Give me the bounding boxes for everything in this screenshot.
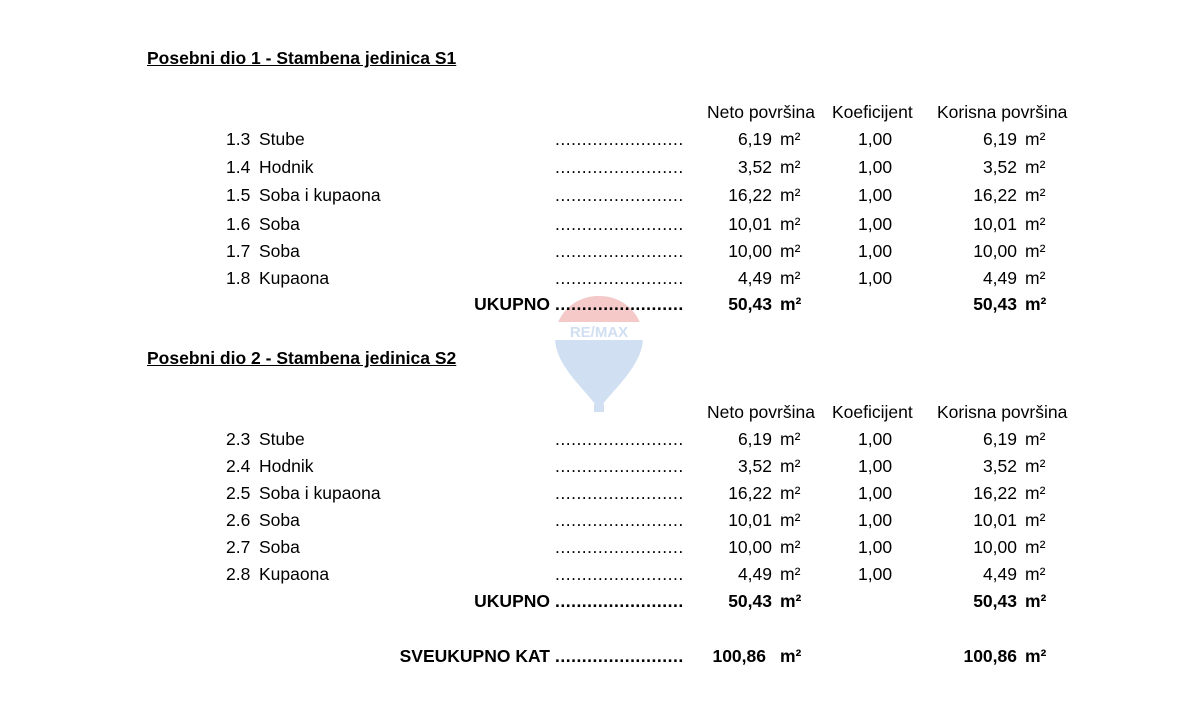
row-korisna: 10,00 <box>973 241 1017 261</box>
row-room-name: Kupaona <box>259 268 330 288</box>
unit-label: m² <box>780 510 801 530</box>
unit-label: m² <box>780 537 801 557</box>
row-number: 1.3 <box>226 129 251 149</box>
section2-title: Posebni dio 2 - Stambena jedinica S2 <box>147 348 457 368</box>
row-neto: 6,19 <box>737 429 772 449</box>
row-neto: 10,01 <box>728 214 772 234</box>
row-neto: 16,22 <box>728 483 772 503</box>
unit-label: m² <box>1025 591 1047 611</box>
row-dots: ........................ <box>555 483 684 503</box>
row-koeficijent: 1,00 <box>858 129 893 149</box>
unit-label: m² <box>1025 268 1046 288</box>
row-dots: ........................ <box>555 456 684 476</box>
row-dots: ........................ <box>555 429 684 449</box>
row-dots: ........................ <box>555 214 684 234</box>
row-dots: ........................ <box>555 241 684 261</box>
row-room-name: Soba <box>259 510 300 530</box>
unit-label: m² <box>780 456 801 476</box>
row-koeficijent: 1,00 <box>858 214 893 234</box>
row-koeficijent: 1,00 <box>858 241 893 261</box>
unit-label: m² <box>780 185 801 205</box>
row-dots: ........................ <box>555 185 684 205</box>
row-koeficijent: 1,00 <box>858 483 893 503</box>
unit-label: m² <box>1025 429 1046 449</box>
grand-total-label: SVEUKUPNO KAT <box>399 646 550 666</box>
row-korisna: 10,00 <box>973 537 1017 557</box>
grand-total-dots: ........................ <box>555 646 684 666</box>
unit-label: m² <box>780 214 801 234</box>
section2-header-koef: Koeficijent <box>832 402 913 422</box>
section2-total-neto: 50,43 <box>728 591 772 611</box>
section2-total-dots: ........................ <box>555 591 684 611</box>
section1-header-koef: Koeficijent <box>832 102 913 122</box>
row-korisna: 16,22 <box>973 185 1017 205</box>
section1-header-korisna: Korisna površina <box>937 102 1068 122</box>
watermark-text: RE/MAX <box>569 324 629 341</box>
row-number: 1.7 <box>226 241 251 261</box>
row-koeficijent: 1,00 <box>858 456 893 476</box>
unit-label: m² <box>780 268 801 288</box>
section1-total-label: UKUPNO <box>474 294 550 314</box>
row-korisna: 10,01 <box>973 510 1017 530</box>
row-korisna: 4,49 <box>982 564 1017 584</box>
row-number: 1.4 <box>226 157 251 177</box>
unit-label: m² <box>780 564 801 584</box>
unit-label: m² <box>780 129 801 149</box>
unit-label: m² <box>780 157 801 177</box>
row-korisna: 6,19 <box>982 129 1017 149</box>
row-korisna: 4,49 <box>982 268 1017 288</box>
section1-total-neto: 50,43 <box>728 294 772 314</box>
row-koeficijent: 1,00 <box>858 429 893 449</box>
unit-label: m² <box>780 241 801 261</box>
unit-label: m² <box>780 429 801 449</box>
row-dots: ........................ <box>555 537 684 557</box>
grand-total-neto: 100,86 <box>712 646 766 666</box>
row-room-name: Soba i kupaona <box>259 185 381 205</box>
grand-total-korisna: 100,86 <box>963 646 1017 666</box>
row-dots: ........................ <box>555 157 684 177</box>
unit-label: m² <box>1025 483 1046 503</box>
unit-label: m² <box>780 483 801 503</box>
row-room-name: Soba <box>259 214 300 234</box>
row-koeficijent: 1,00 <box>858 537 893 557</box>
row-neto: 3,52 <box>737 456 772 476</box>
row-korisna: 3,52 <box>982 157 1017 177</box>
row-room-name: Kupaona <box>259 564 330 584</box>
row-neto: 6,19 <box>737 129 772 149</box>
row-number: 1.8 <box>226 268 251 288</box>
row-neto: 16,22 <box>728 185 772 205</box>
row-neto: 10,00 <box>728 241 772 261</box>
unit-label: m² <box>1025 564 1046 584</box>
row-dots: ........................ <box>555 129 684 149</box>
row-room-name: Soba i kupaona <box>259 483 381 503</box>
unit-label: m² <box>1025 537 1046 557</box>
row-room-name: Soba <box>259 241 300 261</box>
row-number: 2.5 <box>226 483 251 503</box>
unit-label: m² <box>1025 294 1047 314</box>
unit-label: m² <box>1025 510 1046 530</box>
row-number: 2.7 <box>226 537 251 557</box>
section2-header-neto: Neto površina <box>707 402 815 422</box>
row-neto: 10,00 <box>728 537 772 557</box>
row-room-name: Stube <box>259 129 305 149</box>
row-number: 2.8 <box>226 564 251 584</box>
row-dots: ........................ <box>555 510 684 530</box>
row-neto: 4,49 <box>737 268 772 288</box>
unit-label: m² <box>1025 157 1046 177</box>
row-neto: 10,01 <box>728 510 772 530</box>
row-room-name: Stube <box>259 429 305 449</box>
row-koeficijent: 1,00 <box>858 564 893 584</box>
row-room-name: Hodnik <box>259 456 314 476</box>
row-dots: ........................ <box>555 268 684 288</box>
row-dots: ........................ <box>555 564 684 584</box>
row-number: 2.6 <box>226 510 251 530</box>
row-number: 1.5 <box>226 185 251 205</box>
unit-label: m² <box>1025 241 1046 261</box>
row-room-name: Soba <box>259 537 300 557</box>
section1-header-neto: Neto površina <box>707 102 815 122</box>
unit-label: m² <box>780 646 802 666</box>
section1-total-korisna: 50,43 <box>973 294 1017 314</box>
row-number: 2.4 <box>226 456 251 476</box>
unit-label: m² <box>780 591 802 611</box>
unit-label: m² <box>780 294 802 314</box>
unit-label: m² <box>1025 185 1046 205</box>
row-number: 1.6 <box>226 214 251 234</box>
row-korisna: 3,52 <box>982 456 1017 476</box>
row-number: 2.3 <box>226 429 251 449</box>
unit-label: m² <box>1025 214 1046 234</box>
row-neto: 3,52 <box>737 157 772 177</box>
row-koeficijent: 1,00 <box>858 268 893 288</box>
row-korisna: 16,22 <box>973 483 1017 503</box>
section1-title: Posebni dio 1 - Stambena jedinica S1 <box>147 48 457 68</box>
section2-header-korisna: Korisna površina <box>937 402 1068 422</box>
section2-total-korisna: 50,43 <box>973 591 1017 611</box>
row-korisna: 10,01 <box>973 214 1017 234</box>
row-koeficijent: 1,00 <box>858 510 893 530</box>
row-room-name: Hodnik <box>259 157 314 177</box>
unit-label: m² <box>1025 129 1046 149</box>
row-korisna: 6,19 <box>982 429 1017 449</box>
row-koeficijent: 1,00 <box>858 157 893 177</box>
row-koeficijent: 1,00 <box>858 185 893 205</box>
unit-label: m² <box>1025 646 1047 666</box>
unit-label: m² <box>1025 456 1046 476</box>
row-neto: 4,49 <box>737 564 772 584</box>
section2-total-label: UKUPNO <box>474 591 550 611</box>
section1-total-dots: ........................ <box>555 294 684 314</box>
